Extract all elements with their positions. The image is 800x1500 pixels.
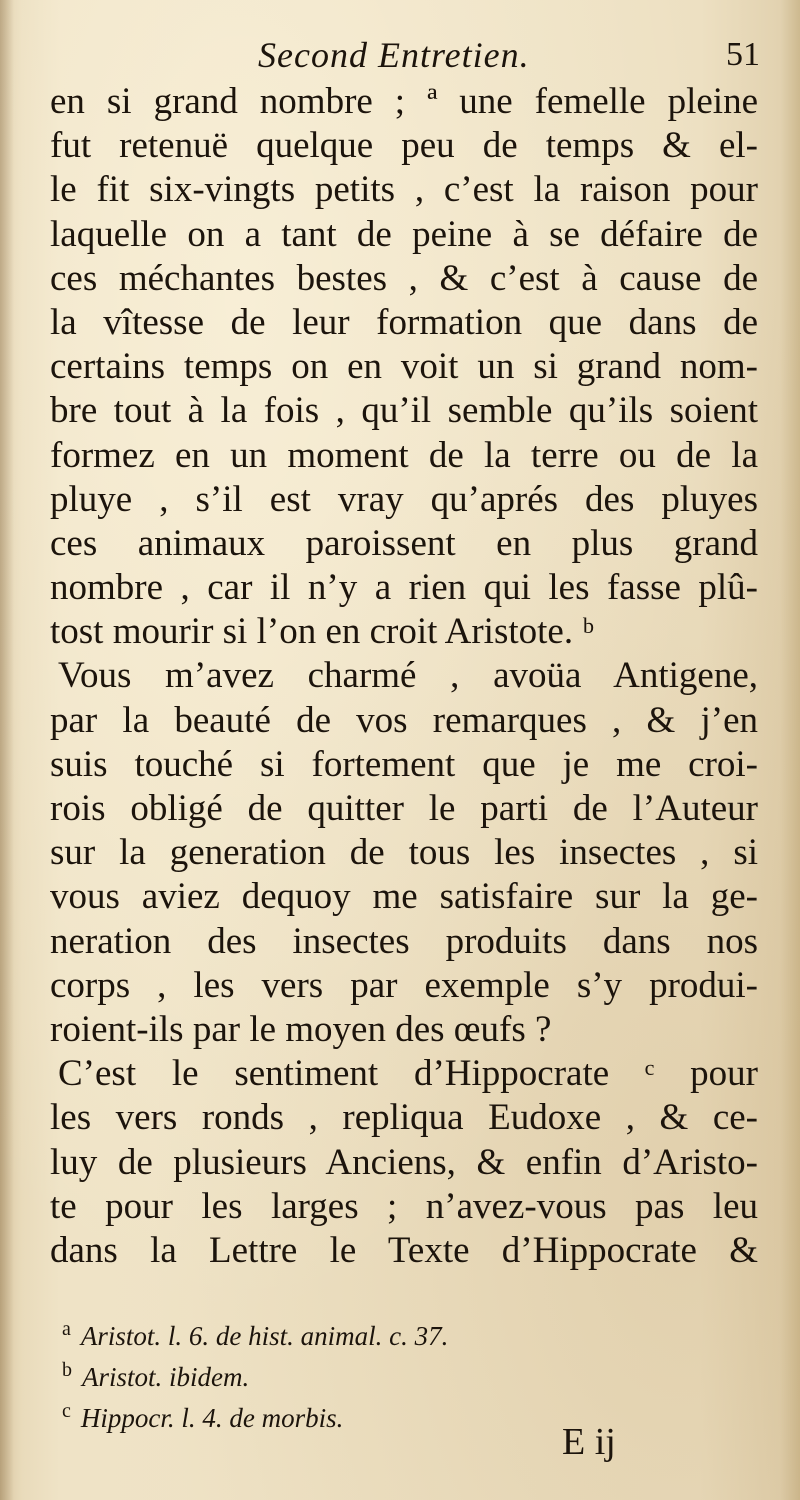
text-line: les vers ronds , repliqua Eudoxe , & ce- [50,1097,758,1139]
page-number: 51 [726,36,760,73]
page-header [0,32,800,82]
footnote [62,1353,712,1394]
text-line: sur la generation de tous les insectes , si [50,832,758,874]
text-line: C’est le sentiment d’Hippocrate ᶜ pour [58,1053,758,1095]
text-line: formez en un moment de la terre ou de la [50,434,758,476]
running-head: Second Entretien. [258,35,530,75]
text-line: en si grand nombre ; ª une femelle pleine [50,81,758,122]
text-line: ces méchantes bestes , & c’est à cause de [50,257,758,299]
body-text [50,80,758,1273]
footnote [62,1312,712,1353]
gutter-shadow [0,0,14,1500]
text-line: vous aviez dequoy me satisfaire sur la ge- [50,876,758,918]
footnote-mark: c [62,1400,71,1422]
text-line: tost mourir si l’on en croit Aristote. ᵇ [50,611,594,653]
text-line: le fit six-vingts petits , c’est la raison pour [50,169,758,211]
text-line: dans la Lettre le Texte d’Hippocrate & [50,1229,758,1271]
text-line: corps , les vers par exemple s’y produi- [50,964,758,1006]
text-line: par la beauté de vos remarques , & j’en [50,699,758,741]
text-line: te pour les larges ; n’avez-vous pas leu [50,1185,758,1227]
footnote-mark: b [62,1359,72,1381]
text-line: rois obligé de quitter le parti de l’Auteur [50,788,758,829]
footnotes [62,1312,712,1435]
footnote-text: Hippocr. l. 4. de morbis. [80,1403,344,1433]
text-line: nombre , car il n’y a rien qui les fasse plû- [50,567,758,609]
footnote-mark: a [62,1318,71,1340]
footnote-text: Aristot. l. 6. de hist. animal. c. 37. [80,1321,449,1351]
text-line: neration des insectes produits dans nos [50,920,758,962]
text-line: laquelle on a tant de peine à se défaire de [50,213,758,255]
text-line: Vous m’avez charmé , avoüa Antigene, [58,655,758,697]
text-line: ces animaux paroissent en plus grand [50,522,758,564]
text-line: luy de plusieurs Anciens, & enfin d’Aristo- [50,1141,758,1183]
text-line: suis touché si fortement que je me croi- [50,743,758,785]
text-line: certains temps on en voit un si grand nom- [50,346,758,388]
signature-mark: E ij [562,1421,616,1463]
footnote-text: Aristot. ibidem. [82,1362,250,1392]
text-line: fut retenuë quelque peu de temps & el- [50,125,758,167]
text-line: la vîtesse de leur formation que dans de [50,301,758,343]
text-line: bre tout à la fois , qu’il semble qu’ils soient [50,390,758,432]
text-line: pluye , s’il est vray qu’aprés des pluyes [50,478,758,520]
text-line: roient-ils par le moyen des œufs ? [50,1008,552,1050]
